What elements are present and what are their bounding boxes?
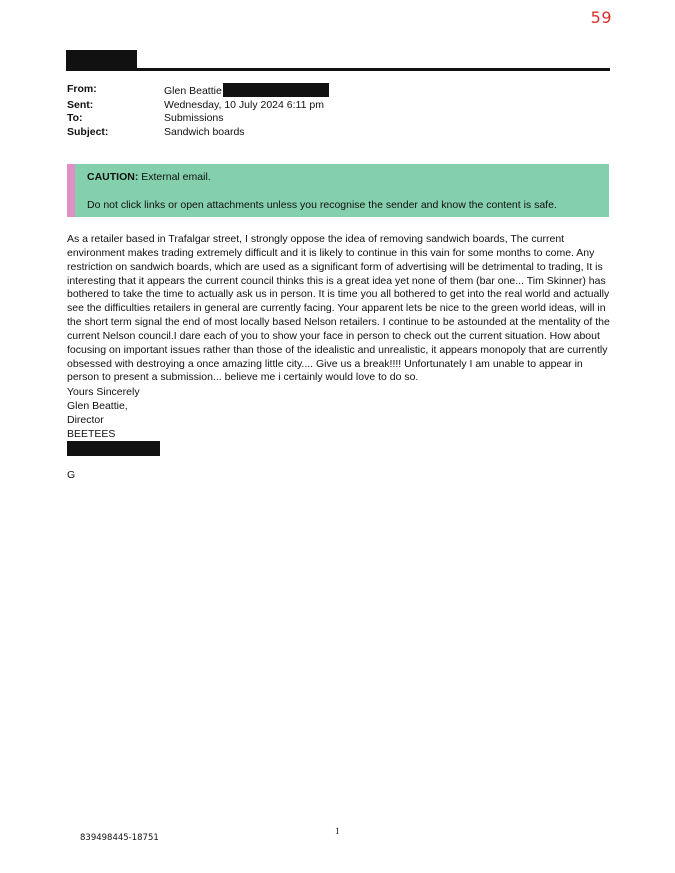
header-rule (66, 68, 610, 71)
caution-heading: CAUTION: (87, 171, 139, 183)
caution-message: Do not click links or open attachments unless you recognise the sender and know the content is safe. (87, 199, 557, 211)
signature-block (67, 386, 140, 441)
signature-title: Director (67, 413, 104, 426)
signature-name: Glen Beattie, (67, 399, 128, 412)
email-header (67, 83, 329, 139)
to-row (67, 112, 329, 126)
caution-heading-line (87, 170, 609, 184)
subject-value: Sandwich boards (164, 125, 245, 138)
from-label: From: (67, 83, 97, 95)
to-value: Submissions (164, 112, 224, 125)
redaction-block (67, 441, 160, 456)
body-paragraph: As a retailer based in Trafalgar street, I strongly oppose the idea of removing sandwich boards, The current environment makes trading extremely difficult and it is likely to continue in this vain for some months to come. Any restriction on sandwich boards, which are used as a significant form of advertising will be detrimental to trading, It is interesting that it appears the current council thinks this is a great idea yet none of them (bar one... Tim Skinner) has bothered to take the time to actually ask us in person. It is time you all bothered to get into the real world and actually see the difficulties retailers in general are currently facing. Your apparent lets be nice to the green world ideas, will in the short term signal the end of most locally based Nelson retailers. I continue to be astounded at the mentality of the current Nelson council.I dare each of you to show your face in person to check out the current situation. How about focusing on important issues rather than those of the idealistic and unrealistic, it appears monopoly that are currently obsessed with destroying a once amazing little city.... Give us a break!!!! Unfortunately I am unable to appear in person to present a submission... believe me i certainly would love to do so. (67, 233, 610, 384)
to-label: To: (67, 112, 83, 125)
footer-page-number: 1 (335, 826, 340, 836)
signature-company: BEETEES (67, 427, 116, 440)
from-row (67, 83, 329, 99)
subject-label: Subject: (67, 125, 109, 138)
from-value (164, 83, 329, 99)
signature-initial: G (67, 469, 76, 481)
signature-closing: Yours Sincerely (67, 386, 140, 398)
sent-label: Sent: (67, 98, 94, 111)
subject-row (67, 126, 329, 140)
redaction-block (223, 83, 329, 97)
from-name: Glen Beattie (164, 85, 222, 97)
page-number: 59 (590, 8, 612, 27)
caution-heading-rest: External email. (138, 171, 211, 183)
sent-row (67, 99, 329, 113)
sent-value: Wednesday, 10 July 2024 6:11 pm (164, 98, 324, 111)
footer-document-id: 839498445-18751 (80, 833, 159, 843)
caution-banner (67, 164, 609, 217)
email-body (67, 233, 612, 385)
